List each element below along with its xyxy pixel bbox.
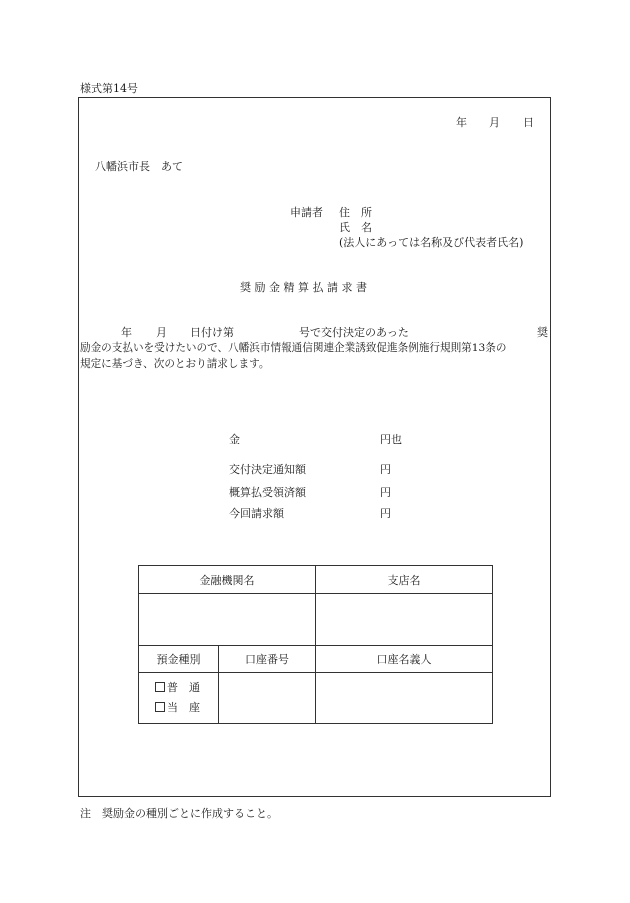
checkbox-icon[interactable] [155, 702, 165, 712]
date-month-label: 月 [489, 116, 500, 129]
branch-header: 支店名 [316, 566, 493, 594]
amount-row-label: 交付決定通知額 [229, 463, 306, 476]
bank-account-table [138, 565, 493, 724]
body-line-3: 規定に基づき、次のとおり請求します。 [80, 358, 270, 370]
date-day-label: 日 [523, 116, 534, 129]
body-day-ref: 日付け第 [190, 326, 234, 339]
branch-name-cell[interactable] [316, 594, 493, 646]
amount-row-unit: 円 [380, 463, 391, 476]
amount-row-label: 概算払受領済額 [229, 486, 306, 499]
deposit-option-label: 当 座 [167, 701, 200, 714]
body-award-start: 奨 [537, 326, 548, 339]
body-number-ref: 号で交付決定のあった [299, 326, 409, 339]
applicant-note: (法人にあっては名称及び代表者氏名) [339, 236, 524, 249]
institution-name-cell[interactable] [139, 594, 316, 646]
applicant-address-label: 住 所 [339, 206, 372, 219]
date-year-label: 年 [456, 116, 467, 129]
amount-row-label: 今回請求額 [229, 507, 284, 520]
account-number-cell[interactable] [219, 673, 316, 724]
account-holder-header: 口座名義人 [316, 646, 493, 673]
applicant-label: 申請者 [290, 206, 323, 219]
deposit-option-ordinary[interactable] [139, 678, 218, 698]
body-year: 年 [121, 326, 132, 339]
body-line-2: 励金の支払いを受けたいので、八幡浜市情報通信関連企業誘致促進条例施行規則第13条の [80, 342, 507, 354]
deposit-option-current[interactable] [139, 698, 218, 718]
document-title: 奨 励 金 精 算 払 請 求 書 [240, 281, 367, 294]
deposit-type-header: 預金種別 [139, 646, 219, 673]
checkbox-icon[interactable] [155, 682, 165, 692]
account-number-header: 口座番号 [219, 646, 316, 673]
deposit-type-cell [139, 673, 219, 724]
amount-row-unit: 円 [380, 486, 391, 499]
account-holder-cell[interactable] [316, 673, 493, 724]
form-number: 様式第14号 [80, 82, 138, 95]
amount-row-unit: 円 [380, 507, 391, 520]
applicant-name-label: 氏 名 [339, 221, 372, 234]
institution-header: 金融機関名 [139, 566, 316, 594]
deposit-option-label: 普 通 [167, 681, 200, 694]
body-month: 月 [156, 326, 167, 339]
addressee: 八幡浜市長 あて [95, 160, 183, 173]
amount-total-label: 金 [229, 433, 240, 446]
amount-total-unit: 円也 [380, 433, 402, 446]
footnote: 注 奨励金の種別ごとに作成すること。 [80, 807, 278, 820]
